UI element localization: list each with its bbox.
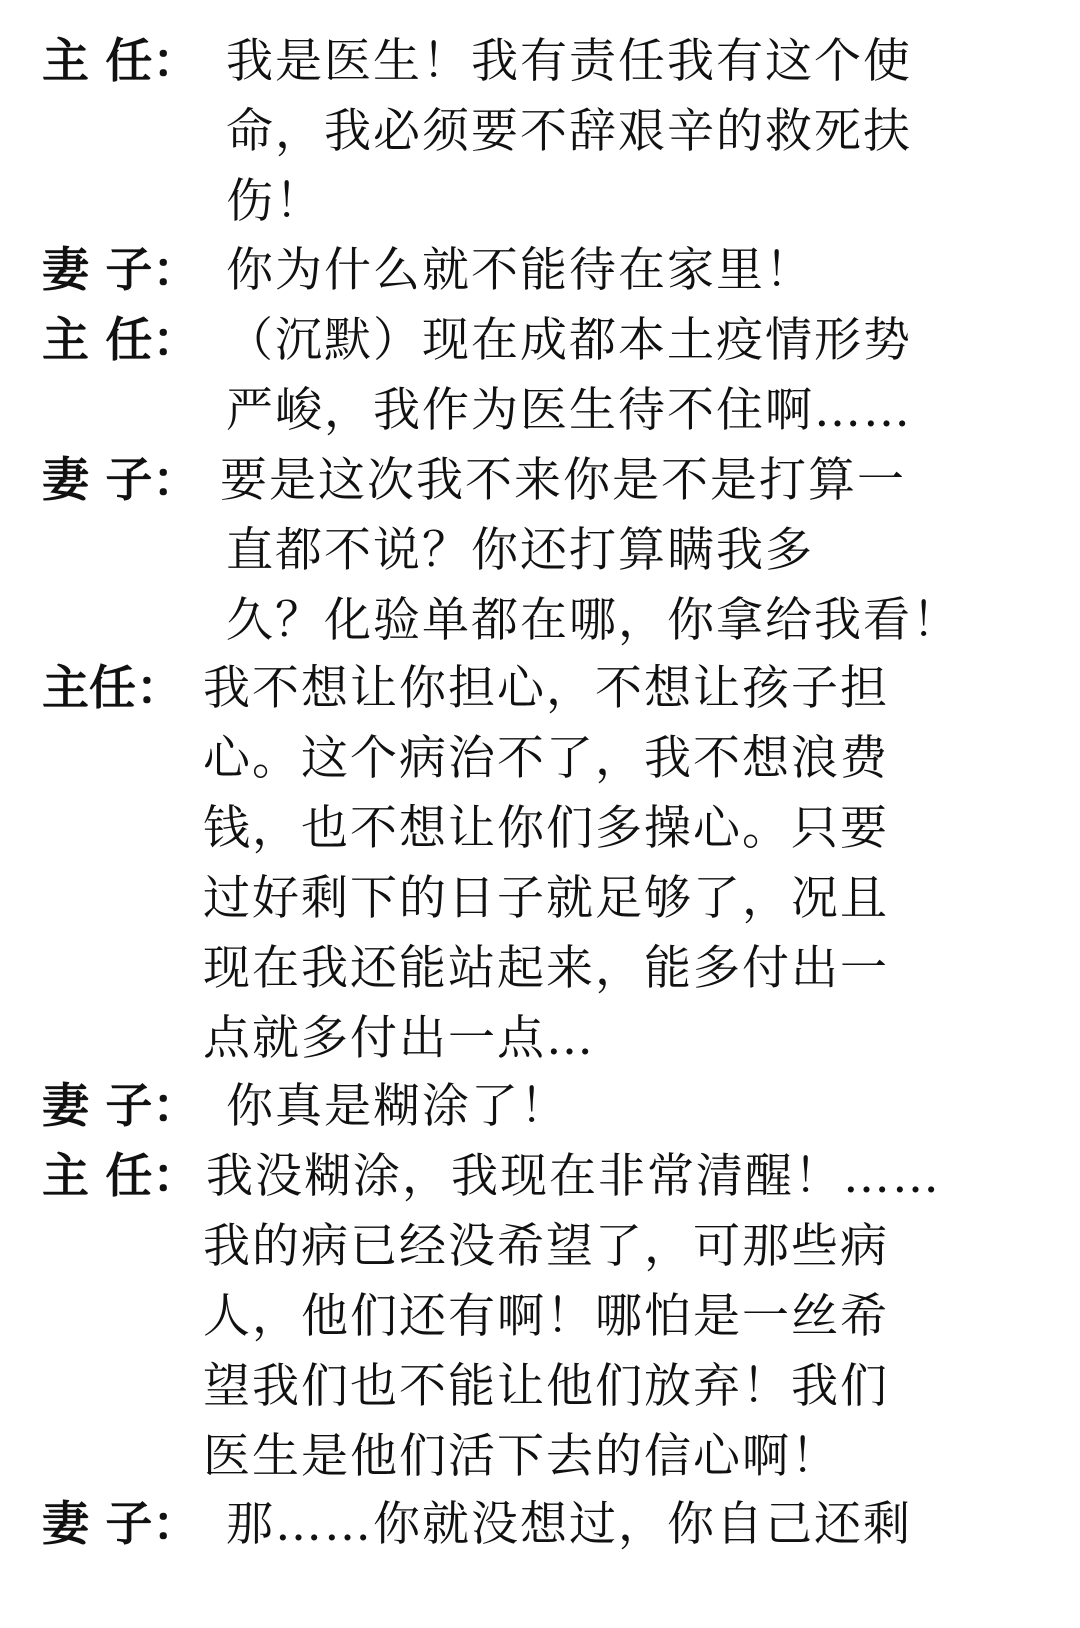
speaker-label: 主任： bbox=[42, 661, 183, 716]
dialogue-line: 人，他们还有啊！哪怕是一丝希 bbox=[203, 1289, 889, 1344]
dialogue-line: 久？化验单都在哪，你拿给我看！ bbox=[226, 593, 961, 648]
dialogue-line: 伤！ bbox=[226, 174, 324, 229]
dialogue-line: 我不想让你担心，不想让孩子担 bbox=[203, 661, 889, 716]
dialogue-line: 直都不说？你还打算瞒我多 bbox=[226, 523, 814, 578]
dialogue-line: 我没糊涂，我现在非常清醒！…… bbox=[206, 1149, 941, 1204]
speaker-label: 妻 子： bbox=[42, 1079, 200, 1134]
speaker-label: 妻 子： bbox=[42, 453, 200, 508]
dialogue-line: 点就多付出一点… bbox=[203, 1011, 595, 1066]
dialogue-line: 命，我必须要不辞艰辛的救死扶 bbox=[226, 104, 912, 159]
speaker-label: 主 任： bbox=[42, 1149, 200, 1204]
speaker-label: 主 任： bbox=[42, 34, 200, 89]
dialogue-line: （沉默）现在成都本土疫情形势 bbox=[226, 313, 912, 368]
dialogue-line: 过好剩下的日子就足够了，况且 bbox=[203, 871, 889, 926]
dialogue-line: 钱，也不想让你们多操心。只要 bbox=[203, 801, 889, 856]
dialogue-line: 你为什么就不能待在家里！ bbox=[226, 243, 814, 298]
dialogue-line: 我是医生！我有责任我有这个使 bbox=[226, 34, 912, 89]
speaker-label: 妻 子： bbox=[42, 1497, 200, 1552]
speaker-label: 主 任： bbox=[42, 313, 200, 368]
dialogue-line: 那……你就没想过，你自己还剩 bbox=[226, 1497, 912, 1552]
dialogue-line: 医生是他们活下去的信心啊！ bbox=[203, 1429, 840, 1484]
dialogue-line: 现在我还能站起来，能多付出一 bbox=[203, 941, 889, 996]
dialogue-line: 要是这次我不来你是不是打算一 bbox=[220, 453, 906, 508]
dialogue-line: 严峻，我作为医生待不住啊…… bbox=[226, 383, 912, 438]
dialogue-line: 心。这个病治不了，我不想浪费 bbox=[203, 731, 889, 786]
speaker-label: 妻 子： bbox=[42, 243, 200, 298]
dialogue-line: 你真是糊涂了！ bbox=[226, 1079, 569, 1134]
dialogue-line: 我的病已经没希望了，可那些病 bbox=[203, 1219, 889, 1274]
dialogue-line: 望我们也不能让他们放弃！我们 bbox=[203, 1359, 889, 1414]
